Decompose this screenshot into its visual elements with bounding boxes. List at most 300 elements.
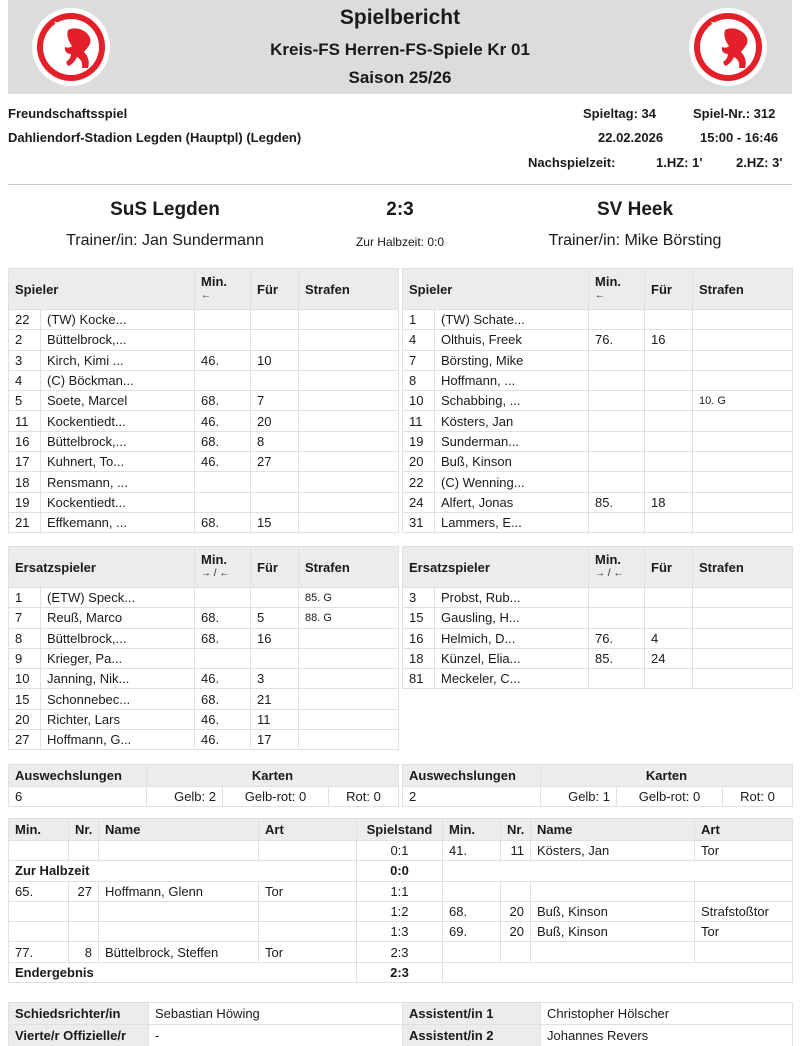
away-goal-number: 20 bbox=[501, 901, 531, 921]
player-number: 22 bbox=[9, 310, 41, 330]
player-penalty bbox=[299, 709, 399, 729]
player-number: 19 bbox=[9, 492, 41, 512]
player-row bbox=[9, 350, 399, 370]
away-lineup-table bbox=[402, 268, 793, 533]
player-name: Soete, Marcel bbox=[41, 391, 195, 411]
sub-minute bbox=[589, 588, 645, 608]
halftime-score: Zur Halbzeit: 0:0 bbox=[355, 235, 445, 249]
sub-for-number: 11 bbox=[251, 709, 299, 729]
sub-for-number bbox=[645, 370, 693, 390]
match-date: 22.02.2026 bbox=[598, 130, 664, 145]
player-row bbox=[403, 648, 793, 668]
player-number: 21 bbox=[9, 512, 41, 532]
player-name: Richter, Lars bbox=[41, 709, 195, 729]
arrow-inout-icon: → / ← bbox=[595, 568, 624, 579]
player-number: 1 bbox=[9, 588, 41, 608]
player-penalty bbox=[693, 330, 793, 350]
player-penalty bbox=[299, 492, 399, 512]
sub-minute: 46. bbox=[195, 350, 251, 370]
arrow-inout-icon: → / ← bbox=[201, 568, 230, 579]
sub-for-number bbox=[251, 370, 299, 390]
player-name: Kockentiedt... bbox=[41, 411, 195, 431]
player-name: Kösters, Jan bbox=[435, 411, 589, 431]
away-goal-number: 11 bbox=[501, 841, 531, 861]
for-header: Für bbox=[645, 269, 693, 310]
away-goal-type: Tor bbox=[695, 841, 793, 861]
player-name: Rensmann, ... bbox=[41, 472, 195, 492]
subs-count: 2 bbox=[403, 787, 541, 807]
sub-minute: 68. bbox=[195, 689, 251, 709]
sub-minute: 68. bbox=[195, 431, 251, 451]
player-row bbox=[9, 608, 399, 628]
home-goal-minute: 77. bbox=[9, 942, 69, 962]
sub-minute: 68. bbox=[195, 391, 251, 411]
goal-score: 2:3 bbox=[357, 942, 443, 962]
sub-minute bbox=[589, 391, 645, 411]
sub-for-number: 16 bbox=[251, 628, 299, 648]
match-number: Spiel-Nr.: 312 bbox=[693, 106, 776, 121]
away-summary-table bbox=[402, 764, 793, 807]
away-goal-number: 20 bbox=[501, 922, 531, 942]
player-penalty bbox=[299, 628, 399, 648]
player-penalty bbox=[693, 648, 793, 668]
player-name: (TW) Schate... bbox=[435, 310, 589, 330]
player-name: Buß, Kinson bbox=[435, 452, 589, 472]
sub-for-number: 27 bbox=[251, 452, 299, 472]
sub-minute bbox=[195, 492, 251, 512]
player-name: Alfert, Jonas bbox=[435, 492, 589, 512]
final-result-row bbox=[9, 962, 793, 982]
sub-for-number bbox=[645, 411, 693, 431]
player-number: 19 bbox=[403, 431, 435, 451]
player-number: 4 bbox=[9, 370, 41, 390]
player-row bbox=[9, 310, 399, 330]
home-goal-number bbox=[69, 922, 99, 942]
player-penalty bbox=[693, 452, 793, 472]
player-penalty bbox=[693, 370, 793, 390]
player-row bbox=[403, 310, 793, 330]
player-name: Büttelbrock,... bbox=[41, 431, 195, 451]
player-row bbox=[403, 452, 793, 472]
home-goal-type: Tor bbox=[259, 942, 357, 962]
minute-header: Min. ← bbox=[589, 269, 645, 310]
player-name: Kuhnert, To... bbox=[41, 452, 195, 472]
player-row bbox=[403, 391, 793, 411]
player-penalty bbox=[299, 648, 399, 668]
home-goal-scorer bbox=[99, 901, 259, 921]
yellow-cards: Gelb: 1 bbox=[541, 787, 617, 807]
sub-for-number: 5 bbox=[251, 608, 299, 628]
player-penalty bbox=[299, 730, 399, 750]
subs-count: 6 bbox=[9, 787, 147, 807]
player-name: Schabbing, ... bbox=[435, 391, 589, 411]
player-row bbox=[403, 669, 793, 689]
red-cards: Rot: 0 bbox=[329, 787, 399, 807]
sub-minute: 76. bbox=[589, 628, 645, 648]
extra-time-first-half: 1.HZ: 1' bbox=[656, 155, 703, 170]
sub-minute bbox=[589, 608, 645, 628]
player-penalty bbox=[299, 350, 399, 370]
player-row bbox=[403, 512, 793, 532]
sub-minute: 46. bbox=[195, 730, 251, 750]
empty-cell bbox=[443, 962, 793, 982]
player-number: 5 bbox=[9, 391, 41, 411]
sub-minute bbox=[589, 310, 645, 330]
officials-table bbox=[8, 1002, 793, 1046]
halftime-label: Zur Halbzeit bbox=[9, 861, 357, 881]
player-name: Effkemann, ... bbox=[41, 512, 195, 532]
away-subs-table bbox=[402, 546, 793, 689]
for-header: Für bbox=[645, 547, 693, 588]
away-goal-minute: 69. bbox=[443, 922, 501, 942]
player-number: 22 bbox=[403, 472, 435, 492]
goal-score: 1:2 bbox=[357, 901, 443, 921]
divider bbox=[8, 184, 792, 185]
player-row bbox=[403, 330, 793, 350]
away-goal-scorer: Kösters, Jan bbox=[531, 841, 695, 861]
sub-for-number: 3 bbox=[251, 669, 299, 689]
player-penalty bbox=[299, 411, 399, 431]
sub-for-number: 7 bbox=[251, 391, 299, 411]
player-row bbox=[9, 588, 399, 608]
for-header: Für bbox=[251, 547, 299, 588]
player-row bbox=[9, 472, 399, 492]
player-penalty bbox=[693, 608, 793, 628]
match-type: Freundschaftsspiel bbox=[8, 106, 128, 121]
sub-for-number: 18 bbox=[645, 492, 693, 512]
for-header: Für bbox=[251, 269, 299, 310]
player-number: 16 bbox=[9, 431, 41, 451]
player-penalty bbox=[299, 330, 399, 350]
home-goal-scorer bbox=[99, 841, 259, 861]
home-goal-minute bbox=[9, 922, 69, 942]
red-cards: Rot: 0 bbox=[723, 787, 793, 807]
players-header: Spieler bbox=[403, 269, 589, 310]
player-number: 17 bbox=[9, 452, 41, 472]
player-name: (C) Böckman... bbox=[41, 370, 195, 390]
player-number: 15 bbox=[9, 689, 41, 709]
home-goal-type bbox=[259, 841, 357, 861]
sub-for-number bbox=[645, 608, 693, 628]
player-number: 7 bbox=[9, 608, 41, 628]
player-name: Büttelbrock,... bbox=[41, 628, 195, 648]
player-penalty bbox=[299, 689, 399, 709]
sub-minute bbox=[589, 669, 645, 689]
sub-minute: 46. bbox=[195, 452, 251, 472]
report-header bbox=[8, 0, 792, 94]
player-row bbox=[9, 709, 399, 729]
away-goal-scorer: Buß, Kinson bbox=[531, 922, 695, 942]
sub-minute: 68. bbox=[195, 512, 251, 532]
goal-number-header: Nr. bbox=[501, 819, 531, 841]
home-goal-type bbox=[259, 922, 357, 942]
player-number: 3 bbox=[403, 588, 435, 608]
player-row bbox=[9, 391, 399, 411]
sub-for-number bbox=[251, 330, 299, 350]
assistant2-label: Assistent/in 2 bbox=[403, 1025, 541, 1046]
sub-for-number: 8 bbox=[251, 431, 299, 451]
away-goal-number bbox=[501, 881, 531, 901]
home-goal-number bbox=[69, 841, 99, 861]
player-row bbox=[403, 492, 793, 512]
sub-for-number bbox=[251, 310, 299, 330]
player-row bbox=[9, 452, 399, 472]
sub-for-number bbox=[645, 588, 693, 608]
home-trainer: Trainer/in: Jan Sundermann bbox=[66, 232, 264, 249]
player-row bbox=[403, 431, 793, 451]
player-name: Sunderman... bbox=[435, 431, 589, 451]
home-subs-table bbox=[8, 546, 399, 750]
cards-header: Karten bbox=[541, 765, 793, 787]
player-row bbox=[9, 512, 399, 532]
player-row bbox=[9, 669, 399, 689]
home-goal-scorer: Büttelbrock, Steffen bbox=[99, 942, 259, 962]
sub-for-number bbox=[645, 669, 693, 689]
referee-label: Schiedsrichter/in bbox=[9, 1003, 149, 1025]
sub-for-number: 20 bbox=[251, 411, 299, 431]
report-title: Spielbericht bbox=[339, 6, 461, 29]
extra-time-second-half: 2.HZ: 3' bbox=[736, 155, 783, 170]
arrow-left-icon: ← bbox=[201, 290, 212, 301]
subs-header: Ersatzspieler bbox=[403, 547, 589, 588]
flvw-logo-right bbox=[689, 8, 767, 86]
subs-count-header: Auswechslungen bbox=[403, 765, 541, 787]
away-goal-scorer: Buß, Kinson bbox=[531, 901, 695, 921]
sub-minute bbox=[195, 588, 251, 608]
player-penalty bbox=[299, 669, 399, 689]
goal-type-header: Art bbox=[259, 819, 357, 841]
player-number: 8 bbox=[403, 370, 435, 390]
goal-type-header: Art bbox=[695, 819, 793, 841]
sub-minute: 76. bbox=[589, 330, 645, 350]
player-number: 7 bbox=[403, 350, 435, 370]
home-goal-minute bbox=[9, 901, 69, 921]
assistant1-name: Christopher Hölscher bbox=[541, 1003, 793, 1025]
player-name: Probst, Rub... bbox=[435, 588, 589, 608]
player-name: Kirch, Kimi ... bbox=[41, 350, 195, 370]
player-number: 18 bbox=[403, 648, 435, 668]
assistant2-name: Johannes Revers bbox=[541, 1025, 793, 1046]
home-summary-table bbox=[8, 764, 399, 807]
halftime-score-cell: 0:0 bbox=[357, 861, 443, 881]
player-row bbox=[9, 730, 399, 750]
player-name: Reuß, Marco bbox=[41, 608, 195, 628]
player-penalty bbox=[299, 310, 399, 330]
goal-row bbox=[9, 922, 793, 942]
home-goal-type: Tor bbox=[259, 881, 357, 901]
home-goal-number bbox=[69, 901, 99, 921]
sub-minute bbox=[195, 310, 251, 330]
player-name: Schonnebec... bbox=[41, 689, 195, 709]
referee-name: Sebastian Höwing bbox=[149, 1003, 403, 1025]
player-row bbox=[403, 472, 793, 492]
player-row bbox=[9, 492, 399, 512]
player-number: 4 bbox=[403, 330, 435, 350]
player-row bbox=[9, 370, 399, 390]
sub-for-number: 4 bbox=[645, 628, 693, 648]
sub-minute bbox=[589, 452, 645, 472]
minute-header: Min. → / ← bbox=[589, 547, 645, 588]
home-goal-minute: 65. bbox=[9, 881, 69, 901]
player-number: 20 bbox=[9, 709, 41, 729]
player-row bbox=[403, 411, 793, 431]
player-penalty bbox=[693, 669, 793, 689]
player-number: 10 bbox=[9, 669, 41, 689]
goal-row bbox=[9, 942, 793, 962]
sub-for-number bbox=[645, 310, 693, 330]
sub-minute bbox=[589, 512, 645, 532]
matchday: Spieltag: 34 bbox=[583, 106, 656, 121]
yellow-cards: Gelb: 2 bbox=[147, 787, 223, 807]
player-row bbox=[403, 588, 793, 608]
away-players-body bbox=[403, 310, 793, 533]
sub-minute: 68. bbox=[195, 628, 251, 648]
competition-name: Kreis-FS Herren-FS-Spiele Kr 01 bbox=[270, 40, 530, 59]
goal-minute-header: Min. bbox=[9, 819, 69, 841]
player-name: (C) Wenning... bbox=[435, 472, 589, 492]
sub-for-number bbox=[645, 472, 693, 492]
sub-minute bbox=[589, 431, 645, 451]
home-subs-body bbox=[9, 588, 399, 750]
player-number: 9 bbox=[9, 648, 41, 668]
fourth-official-name: - bbox=[149, 1025, 403, 1046]
goal-number-header: Nr. bbox=[69, 819, 99, 841]
sub-minute: 85. bbox=[589, 492, 645, 512]
player-penalty bbox=[299, 431, 399, 451]
player-number: 11 bbox=[403, 411, 435, 431]
away-goal-type: Strafstoßtor bbox=[695, 901, 793, 921]
player-penalty bbox=[693, 492, 793, 512]
sub-minute bbox=[589, 472, 645, 492]
goal-minute-header: Min. bbox=[443, 819, 501, 841]
away-goal-scorer bbox=[531, 942, 695, 962]
player-number: 16 bbox=[403, 628, 435, 648]
player-name: Olthuis, Freek bbox=[435, 330, 589, 350]
away-goal-number bbox=[501, 942, 531, 962]
goal-row bbox=[9, 881, 793, 901]
player-penalty bbox=[693, 431, 793, 451]
player-penalty bbox=[299, 452, 399, 472]
home-goal-number: 8 bbox=[69, 942, 99, 962]
cards-header: Karten bbox=[147, 765, 399, 787]
player-name: Gausling, H... bbox=[435, 608, 589, 628]
player-penalty bbox=[693, 628, 793, 648]
player-name: Hoffmann, G... bbox=[41, 730, 195, 750]
sub-minute: 46. bbox=[195, 709, 251, 729]
player-name: Kockentiedt... bbox=[41, 492, 195, 512]
goal-name-header: Name bbox=[99, 819, 259, 841]
goals-body bbox=[9, 841, 793, 983]
player-penalty bbox=[299, 391, 399, 411]
away-trainer: Trainer/in: Mike Börsting bbox=[548, 232, 722, 249]
arrow-left-icon: ← bbox=[595, 290, 606, 301]
goal-row bbox=[9, 841, 793, 861]
sub-minute bbox=[589, 370, 645, 390]
yellow-red-cards: Gelb-rot: 0 bbox=[223, 787, 329, 807]
sub-for-number bbox=[645, 431, 693, 451]
extra-time-label: Nachspielzeit: bbox=[528, 155, 616, 170]
goal-score: 0:1 bbox=[357, 841, 443, 861]
sub-minute: 46. bbox=[195, 669, 251, 689]
player-row bbox=[403, 608, 793, 628]
sub-for-number: 15 bbox=[251, 512, 299, 532]
sub-minute: 46. bbox=[195, 411, 251, 431]
player-penalty bbox=[693, 588, 793, 608]
sub-for-number bbox=[645, 350, 693, 370]
away-goal-type bbox=[695, 942, 793, 962]
sub-for-number bbox=[251, 588, 299, 608]
sub-minute bbox=[195, 330, 251, 350]
sub-for-number: 16 bbox=[645, 330, 693, 350]
sub-minute bbox=[195, 370, 251, 390]
player-number: 31 bbox=[403, 512, 435, 532]
player-penalty bbox=[693, 310, 793, 330]
player-penalty: 88. G bbox=[299, 608, 399, 628]
goal-name-header: Name bbox=[531, 819, 695, 841]
player-row bbox=[9, 411, 399, 431]
player-penalty bbox=[693, 512, 793, 532]
player-name: Künzel, Elia... bbox=[435, 648, 589, 668]
penalties-header: Strafen bbox=[693, 269, 793, 310]
sub-for-number bbox=[251, 472, 299, 492]
season: Saison 25/26 bbox=[348, 68, 452, 87]
player-penalty bbox=[693, 472, 793, 492]
sub-for-number bbox=[645, 452, 693, 472]
sub-minute: 85. bbox=[589, 648, 645, 668]
away-goal-minute: 68. bbox=[443, 901, 501, 921]
svg-text:FLVW: FLVW bbox=[710, 21, 722, 52]
sub-for-number bbox=[645, 391, 693, 411]
home-team-name: SuS Legden bbox=[110, 199, 220, 220]
player-name: Krieger, Pa... bbox=[41, 648, 195, 668]
home-goal-number: 27 bbox=[69, 881, 99, 901]
player-number: 27 bbox=[9, 730, 41, 750]
sub-minute bbox=[589, 350, 645, 370]
player-name: Börsting, Mike bbox=[435, 350, 589, 370]
player-number: 8 bbox=[9, 628, 41, 648]
player-penalty bbox=[693, 411, 793, 431]
sub-for-number bbox=[645, 512, 693, 532]
sub-for-number bbox=[251, 648, 299, 668]
home-goal-type bbox=[259, 901, 357, 921]
player-row bbox=[9, 689, 399, 709]
player-name: Hoffmann, ... bbox=[435, 370, 589, 390]
home-lineup-table bbox=[8, 268, 399, 533]
player-row bbox=[403, 370, 793, 390]
empty-cell bbox=[443, 861, 793, 881]
player-penalty bbox=[693, 350, 793, 370]
player-row bbox=[9, 648, 399, 668]
player-penalty bbox=[299, 472, 399, 492]
sub-for-number: 10 bbox=[251, 350, 299, 370]
goals-table bbox=[8, 818, 793, 983]
assistant1-label: Assistent/in 1 bbox=[403, 1003, 541, 1025]
venue: Dahliendorf-Stadion Legden (Hauptpl) (Legden) bbox=[8, 130, 302, 145]
subs-header: Ersatzspieler bbox=[9, 547, 195, 588]
away-goal-minute bbox=[443, 942, 501, 962]
subs-count-header: Auswechslungen bbox=[9, 765, 147, 787]
player-number: 81 bbox=[403, 669, 435, 689]
home-goal-scorer bbox=[99, 922, 259, 942]
penalties-header: Strafen bbox=[693, 547, 793, 588]
fourth-official-label: Vierte/r Offizielle/r bbox=[9, 1025, 149, 1046]
player-number: 2 bbox=[9, 330, 41, 350]
match-time: 15:00 - 16:46 bbox=[700, 130, 779, 145]
minute-header: Min. ← bbox=[195, 269, 251, 310]
away-goal-type bbox=[695, 881, 793, 901]
away-goal-minute bbox=[443, 881, 501, 901]
halftime-row bbox=[9, 861, 793, 881]
